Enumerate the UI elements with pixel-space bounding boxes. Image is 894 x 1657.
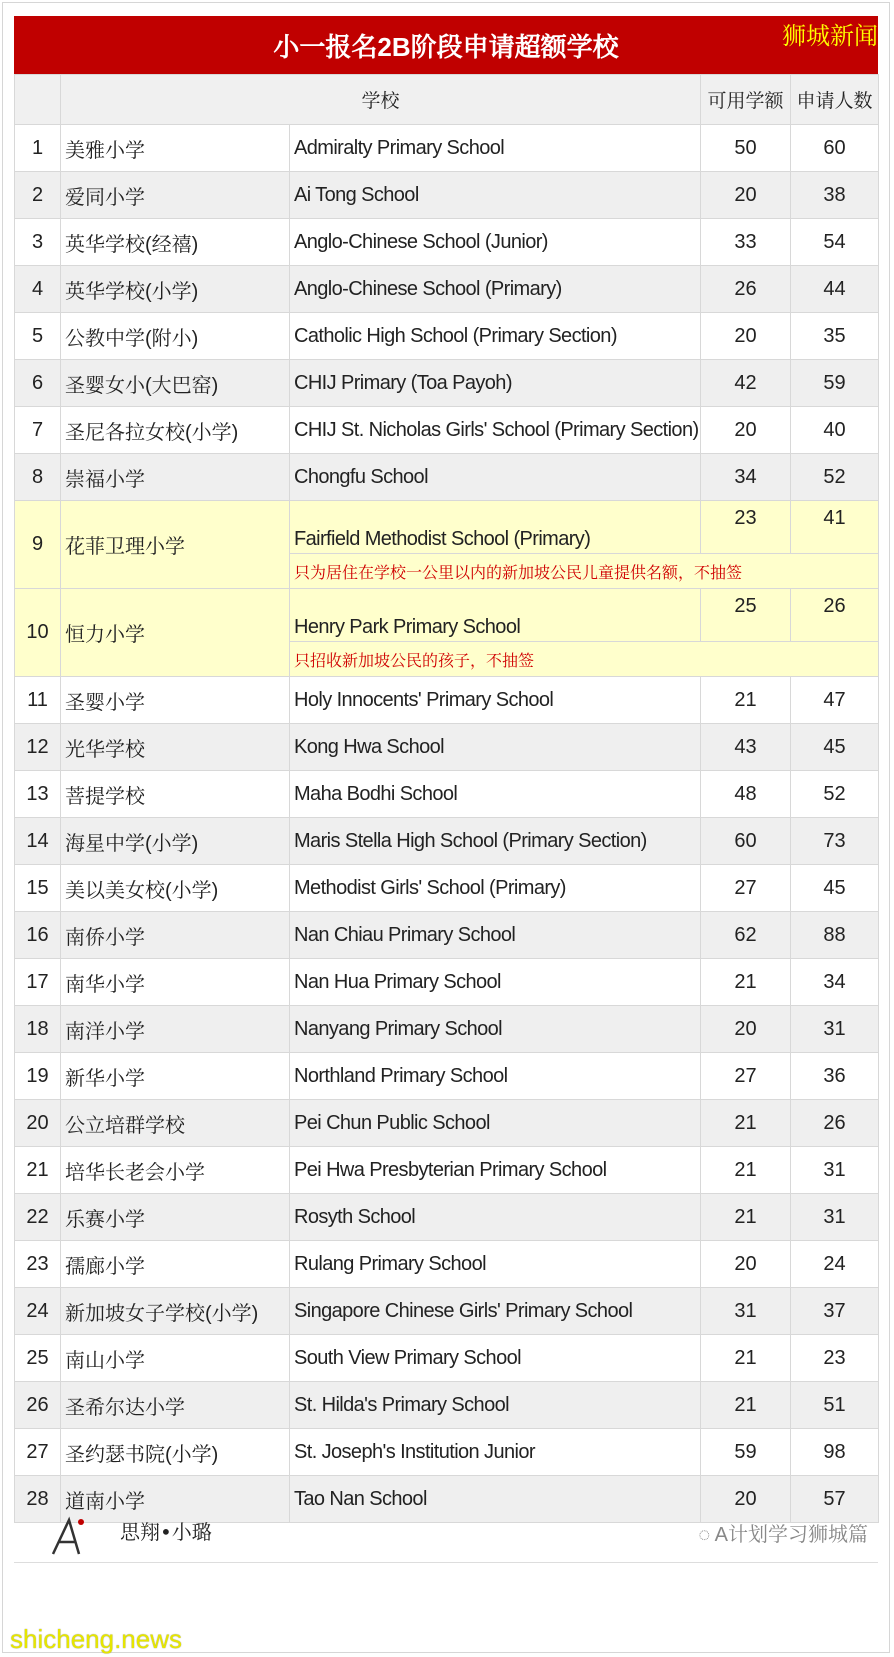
applicants-value: 35 (791, 313, 879, 360)
school-name-en: Rosyth School (290, 1194, 701, 1241)
quota-value: 21 (701, 1100, 791, 1147)
applicants-value: 52 (791, 771, 879, 818)
quota-value: 23 (701, 501, 791, 554)
school-name-en: Pei Hwa Presbyterian Primary School (290, 1147, 701, 1194)
row-index: 25 (15, 1335, 61, 1382)
table-row (15, 677, 879, 724)
quota-value: 62 (701, 912, 791, 959)
table-row (15, 1006, 879, 1053)
quota-value: 20 (701, 313, 791, 360)
school-name-en: South View Primary School (290, 1335, 701, 1382)
school-name-en: Holy Innocents' Primary School (290, 677, 701, 724)
applicants-value: 31 (791, 1147, 879, 1194)
quota-value: 20 (701, 407, 791, 454)
applicants-value: 31 (791, 1194, 879, 1241)
quota-value: 43 (701, 724, 791, 771)
header-applicants: 申请人数 (791, 75, 879, 125)
applicants-value: 60 (791, 125, 879, 172)
row-index: 14 (15, 818, 61, 865)
row-index: 12 (15, 724, 61, 771)
row-index: 21 (15, 1147, 61, 1194)
footer (14, 1498, 878, 1563)
quota-value: 27 (701, 1053, 791, 1100)
table-row (15, 407, 879, 454)
school-name-cn: 公教中学(附小) (61, 313, 290, 360)
school-name-en: Maris Stella High School (Primary Section) (290, 818, 701, 865)
applicants-value: 51 (791, 1382, 879, 1429)
row-index: 28 (15, 1476, 61, 1523)
applicants-value: 36 (791, 1053, 879, 1100)
school-name-en: Rulang Primary School (290, 1241, 701, 1288)
applicants-value: 73 (791, 818, 879, 865)
applicants-value: 47 (791, 677, 879, 724)
school-name-cn: 新华小学 (61, 1053, 290, 1100)
school-name-en: Northland Primary School (290, 1053, 701, 1100)
applicants-value: 31 (791, 1006, 879, 1053)
school-name-cn: 圣尼各拉女校(小学) (61, 407, 290, 454)
school-name-en: Nan Chiau Primary School (290, 912, 701, 959)
row-index: 20 (15, 1100, 61, 1147)
applicants-value: 44 (791, 266, 879, 313)
row-index: 5 (15, 313, 61, 360)
table-row (15, 959, 879, 1006)
quota-value: 21 (701, 1194, 791, 1241)
quota-value: 21 (701, 1335, 791, 1382)
watermark: shicheng.news (10, 1624, 182, 1654)
row-index: 4 (15, 266, 61, 313)
table-row (15, 724, 879, 771)
row-index: 26 (15, 1382, 61, 1429)
quota-value: 50 (701, 125, 791, 172)
row-index: 23 (15, 1241, 61, 1288)
school-name-cn: 英华学校(小学) (61, 266, 290, 313)
school-name-cn: 海星中学(小学) (61, 818, 290, 865)
row-index: 9 (15, 501, 61, 589)
school-name-en: CHIJ Primary (Toa Payoh) (290, 360, 701, 407)
table-row (15, 1335, 879, 1382)
table-row (15, 771, 879, 818)
row-index: 18 (15, 1006, 61, 1053)
applicants-value: 45 (791, 865, 879, 912)
table-row (15, 313, 879, 360)
school-name-en: Henry Park Primary School (290, 589, 701, 642)
school-name-en: Admiralty Primary School (290, 125, 701, 172)
applicants-value: 34 (791, 959, 879, 1006)
school-name-cn: 菩提学校 (61, 771, 290, 818)
school-name-cn: 恒力小学 (61, 589, 290, 677)
school-name-cn: 美以美女校(小学) (61, 865, 290, 912)
school-name-en: Ai Tong School (290, 172, 701, 219)
school-name-cn: 南侨小学 (61, 912, 290, 959)
quota-value: 26 (701, 266, 791, 313)
quota-value: 33 (701, 219, 791, 266)
school-name-cn: 南华小学 (61, 959, 290, 1006)
school-name-en: Nan Hua Primary School (290, 959, 701, 1006)
row-index: 16 (15, 912, 61, 959)
quota-value: 27 (701, 865, 791, 912)
school-name-cn: 美雅小学 (61, 125, 290, 172)
table-row (15, 501, 879, 554)
quota-value: 20 (701, 172, 791, 219)
wechat-account: ◌ A计划学习狮城篇 (698, 1524, 868, 1546)
row-index: 24 (15, 1288, 61, 1335)
school-name-cn: 孺廊小学 (61, 1241, 290, 1288)
table-row (15, 360, 879, 407)
table-row (15, 1100, 879, 1147)
row-index: 27 (15, 1429, 61, 1476)
school-name-cn: 花菲卫理小学 (61, 501, 290, 589)
school-name-cn: 爱同小学 (61, 172, 290, 219)
wechat-account-label: A计划学习狮城篇 (714, 1524, 868, 1546)
quota-value: 21 (701, 959, 791, 1006)
table-container (14, 16, 878, 1523)
school-name-cn: 培华长老会小学 (61, 1147, 290, 1194)
applicants-value: 23 (791, 1335, 879, 1382)
quota-value: 20 (701, 1241, 791, 1288)
header-index (15, 75, 61, 125)
school-name-en: St. Joseph's Institution Junior (290, 1429, 701, 1476)
quota-value: 21 (701, 677, 791, 724)
quota-value: 25 (701, 589, 791, 642)
table-row (15, 172, 879, 219)
row-index: 13 (15, 771, 61, 818)
applicants-value: 37 (791, 1288, 879, 1335)
row-index: 10 (15, 589, 61, 677)
school-name-en: Tao Nan School (290, 1476, 701, 1523)
school-name-en: Anglo-Chinese School (Junior) (290, 219, 701, 266)
school-name-cn: 圣希尔达小学 (61, 1382, 290, 1429)
school-name-cn: 英华学校(经禧) (61, 219, 290, 266)
table-row (15, 454, 879, 501)
school-name-en: Anglo-Chinese School (Primary) (290, 266, 701, 313)
school-name-en: Maha Bodhi School (290, 771, 701, 818)
school-name-en: St. Hilda's Primary School (290, 1382, 701, 1429)
school-name-cn: 南洋小学 (61, 1006, 290, 1053)
quota-value: 21 (701, 1382, 791, 1429)
school-name-en: CHIJ St. Nicholas Girls' School (Primary Section) (290, 407, 701, 454)
table-row (15, 1147, 879, 1194)
school-name-en: Fairfield Methodist School (Primary) (290, 501, 701, 554)
quota-value: 48 (701, 771, 791, 818)
quota-value: 60 (701, 818, 791, 865)
row-index: 15 (15, 865, 61, 912)
schools-table (14, 74, 879, 1523)
table-row (15, 219, 879, 266)
table-body (15, 125, 879, 1523)
brand-tag: 狮城新闻 (782, 23, 878, 50)
table-row (15, 1382, 879, 1429)
school-name-cn: 新加坡女子学校(小学) (61, 1288, 290, 1335)
school-name-cn: 圣婴小学 (61, 677, 290, 724)
table-row (15, 589, 879, 642)
table-row (15, 1429, 879, 1476)
row-index: 2 (15, 172, 61, 219)
school-name-cn: 公立培群学校 (61, 1100, 290, 1147)
applicants-value: 41 (791, 501, 879, 554)
quota-value: 20 (701, 1006, 791, 1053)
row-index: 6 (15, 360, 61, 407)
table-row (15, 1053, 879, 1100)
school-name-en: Nanyang Primary School (290, 1006, 701, 1053)
table-row (15, 818, 879, 865)
logo-icon (49, 1516, 93, 1556)
row-index: 11 (15, 677, 61, 724)
applicants-value: 40 (791, 407, 879, 454)
table-row (15, 1288, 879, 1335)
quota-value: 42 (701, 360, 791, 407)
quota-value: 21 (701, 1147, 791, 1194)
logo-text: 思翔•小璐 (120, 1520, 212, 1544)
applicants-value: 26 (791, 589, 879, 642)
header-quota: 可用学额 (701, 75, 791, 125)
page-title: 小一报名2B阶段申请超额学校 (273, 31, 619, 62)
school-name-en: Singapore Chinese Girls' Primary School (290, 1288, 701, 1335)
row-index: 3 (15, 219, 61, 266)
quota-value: 31 (701, 1288, 791, 1335)
applicants-value: 45 (791, 724, 879, 771)
row-index: 17 (15, 959, 61, 1006)
school-name-cn: 圣约瑟书院(小学) (61, 1429, 290, 1476)
title-band (14, 16, 878, 74)
applicants-value: 98 (791, 1429, 879, 1476)
quota-value: 20 (701, 1476, 791, 1523)
quota-value: 59 (701, 1429, 791, 1476)
header-school: 学校 (61, 75, 701, 125)
applicants-value: 38 (791, 172, 879, 219)
applicants-value: 57 (791, 1476, 879, 1523)
school-name-cn: 圣婴女小(大巴窑) (61, 360, 290, 407)
table-row (15, 865, 879, 912)
table-row (15, 1241, 879, 1288)
school-name-cn: 南山小学 (61, 1335, 290, 1382)
row-index: 19 (15, 1053, 61, 1100)
table-row (15, 912, 879, 959)
quota-value: 34 (701, 454, 791, 501)
school-name-cn: 道南小学 (61, 1476, 290, 1523)
school-name-cn: 光华学校 (61, 724, 290, 771)
school-name-en: Chongfu School (290, 454, 701, 501)
row-index: 7 (15, 407, 61, 454)
applicants-value: 88 (791, 912, 879, 959)
school-name-en: Methodist Girls' School (Primary) (290, 865, 701, 912)
school-name-en: Kong Hwa School (290, 724, 701, 771)
row-index: 8 (15, 454, 61, 501)
table-row (15, 125, 879, 172)
row-note: 只为居住在学校一公里以内的新加坡公民儿童提供名额，不抽签 (290, 554, 879, 589)
school-name-en: Catholic High School (Primary Section) (290, 313, 701, 360)
school-name-cn: 乐赛小学 (61, 1194, 290, 1241)
school-name-cn: 崇福小学 (61, 454, 290, 501)
table-row (15, 1194, 879, 1241)
applicants-value: 26 (791, 1100, 879, 1147)
applicants-value: 54 (791, 219, 879, 266)
row-index: 1 (15, 125, 61, 172)
school-name-en: Pei Chun Public School (290, 1100, 701, 1147)
table-row (15, 266, 879, 313)
applicants-value: 59 (791, 360, 879, 407)
applicants-value: 24 (791, 1241, 879, 1288)
row-note: 只招收新加坡公民的孩子，不抽签 (290, 642, 879, 677)
row-index: 22 (15, 1194, 61, 1241)
applicants-value: 52 (791, 454, 879, 501)
